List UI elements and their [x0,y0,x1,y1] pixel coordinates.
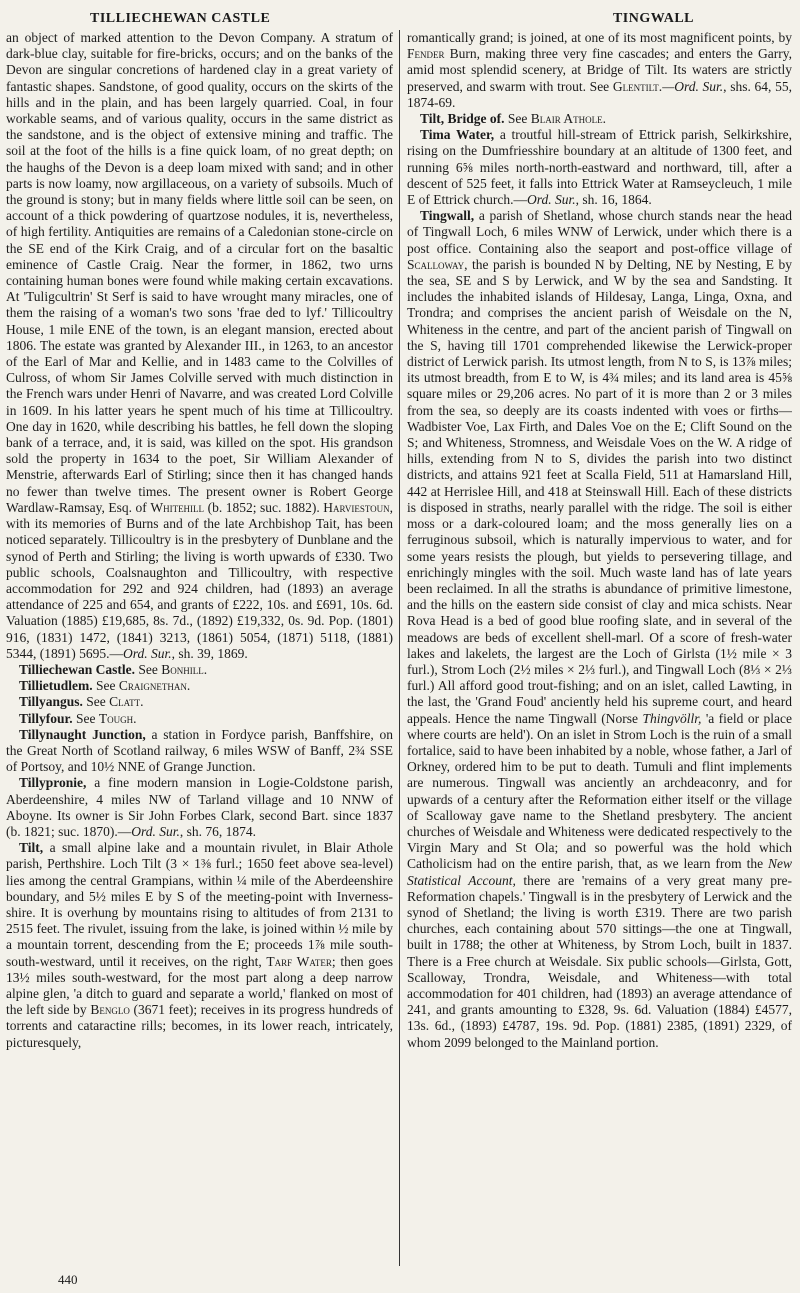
entry-text: a station in Fordyce parish, Banffshire, on the Great North of Scotland railway, 6 miles WSW of Banff, 2¾ SSE of Portsoy, and 10½ NNE of Grange Junction. [6,726,393,775]
entry-text: a small alpine lake and a mountain rivulet, in Blair Athole parish, Perthshire. Loch Tilt (3 × 1⅜ furl.; 1650 feet above sea-level) lies among the central Grampians, within ¼ mile of the Aberdeenshire boundary, and 5½ miles E by S of the meeting-point with Inverness-shire. It is overhung by mountains rising to altitudes of from 2131 to 2515 feet. The rivulet, issuing from the lake, is joined within ½ mile by a mountain torrent, descending from the E; proceeds 1⅞ mile south-south-westward, until it receives, on the right, [6,840,394,969]
entry-headword: Tillypronie, [19,775,87,791]
cross-reference: Tough. [98,710,137,726]
cross-reference: Fender [407,46,445,62]
two-column-body [6,30,794,1266]
publication-title: New Statistical Account, [407,856,792,888]
cross-reference: Glentilt. [612,78,663,94]
cross-reference: Whitehill [150,499,205,515]
cross-reference: Scalloway, [407,256,468,272]
see-word: See [507,111,528,127]
entry-headword: Tillyangus. [19,694,83,710]
entry-text: (3671 feet); receives in its progress hundreds of torrents and cataractine rills; becomes, in its lower reach, intricately, picturesquely, [6,1002,393,1050]
cross-reference: Bonhill. [161,661,208,677]
entry-text: the parish is bounded N by Delting, NE by Nesting, E by the sea, SE and S by Lerwick, and W by the sea and Sandsting. It includes the inhabited islands of Hildesay, Langa, Linga, Oxna, and Trondra; and comprises the ancient parish of Weisdale on the N, Whiteness in the centre, and part of the ancient parish of Tingwall on the S, having till 1701 comprehended likewise the Lerwick-proper district of Lerwick parish. Its utmost length, from N to S, is 13⅞ miles; its utmost breadth, from E to W, is 4¾ miles; and its land area is 45⅝ square miles or 29,206 acres. No part of it is more than 2 or 3 miles from the sea, so deeply are its coasts indented with voes or firths—Wadbister Voe, Lax Firth, and Dales Voe on the E; Clift Sound on the S; and Whiteness, Stromness, and Weisdale Voes on the W. A ridge of hills, extending from N to S, divides the parish into two distinct districts, and attains 921 feet at Scalla Field, 511 at Hamarsland Hill, 442 at Herrislee Hill, and 418 at Steinswall Hill. Each of these districts is disposed in straths, nearly parallel with the ridge. The soil is either moss or a dark-coloured loam; and the moss generally lies on a ferruginous subsoil, which is naturally impervious to water, and for some years resists the plough, but yields to persevering tillage, and enrichingly mingles with the soil. Much waste land has of late years been reclaimed. In all the straths is abundance of primitive limestone, and the hills on the eastern side consist of clay and mica schists. Near Rova Head is a bed of good blue roofing slate, and in several of the meadows are beds of excellent shell-marl. Of a score of fresh-water lakes and lakelets, the largest are the Loch of Girlsta (1½ mile × 3 furl.), Strom Loch (2½ miles × 2⅓ furl.), and Tingwall Loch (8⅓ × 2⅓ furl.) All afford good trout-fishing; and on an islet, called Lawting, in the last, the 'Grand Foud' anciently held his supreme court, and heard appeals. Hence the name Tingwall (Norse [407,256,792,726]
entry-tillyangus [6,694,393,710]
cross-reference: Craignethan. [118,678,191,694]
see-word: See [76,710,96,726]
cross-reference: Harviestoun, [323,499,394,515]
tilt-continuation [407,30,792,111]
cross-reference: Benglo [90,1002,130,1018]
norse-term: Thingvöllr, [642,710,702,726]
entry-text: 'a field or place where courts are held'). On an islet in Strom Loch is the ruin of a small fortalice, said to have been inhabited by a noble, whose father, a Jarl of Orkney, ordered him to be put to death. Tumuli and flint implements are numerous. Tingwall was anciently an archdeaconry, and for upwards of a century after the Reformation either itself or the village of Scalloway gave name to the Shetland presbytery. The ancient churches of Weisdale and Whiteness were dedicated respectively to the Virgin Mary and St Ola; and so powerful was the hold which Catholicism had on the entire parish, that, as we learn from the [407,710,792,872]
entry-headword: Tima Water, [420,127,495,143]
text-run: , sh. 16, 1864. [575,192,652,208]
entry-tilt [6,840,393,1051]
ordnance-survey-ref: Ord. Sur. [123,645,172,661]
cross-reference: Tarf Water; [266,953,336,969]
entry-text: there are 'remains of a very great many pre-Reformation chapels.' Tingwall is in the presbytery of Lerwick and the synod of Shetland; the living is worth £319. There are two parish churches, each containing about 570 sittings—the one at Tingwall, built in 1788; the other at Whiteness, by Strom Loch, built in 1837. There is a Free church at Weisdale. Six public schools—Girlsta, Gott, Scalloway, Trondra, Weisdale, and Whiteness—with total accommodation for 401 children, had (1893) an average attendance of 241, and grants amounting to £328, 9s. 6d. Valuation (1884) £4577, 13s. 6d., (1893) £4787, 19s. 9d. Pop. (1881) 2385, (1891) 2329, of whom 2099 belonged to the Mainland portion. [407,872,792,1050]
running-head-left: TILLIECHEWAN CASTLE [90,11,271,26]
running-head-right: TINGWALL [612,11,694,26]
left-column [6,30,399,1266]
entry-text: a troutful hill-stream of Ettrick parish, Selkirkshire, rising on the Dumfriesshire boundary at an altitude of 1300 feet, and running 6⅝ miles north-north-eastward and northward, till, after a descent of 525 feet, it falls into Ettrick Water at Ramseycleuch, 1 mile E of Ettrick church.— [407,127,792,208]
entry-headword: Tillyfour. [19,710,73,726]
entry-tillyfour [6,711,393,727]
entry-tillietudlem [6,678,393,694]
running-head [6,8,794,30]
ordnance-survey-ref: Ord. Sur. [131,823,180,839]
text-run: romantically grand; is joined, at one of its most magnificent points, by [407,30,792,45]
cross-reference: Blair Athole. [530,111,607,127]
page-number: 440 [58,1272,78,1287]
text-run: , sh. 76, 1874. [179,823,257,839]
see-word: See [138,661,158,677]
see-word: See [86,694,106,710]
entry-headword: Tilliechewan Castle. [19,661,135,677]
entry-text: a parish of Shetland, whose church stands near the head of Tingwall Loch, 6 miles WNW of Lerwick, under which there is a post office. Containing also the seaport and post-office village of [407,208,792,256]
text-run: an object of marked attention to the Devon Company. A stratum of dark-blue clay, suitable for fire-bricks, occurs; and on the banks of the Devon are singular concretions of hardened clay in a great variety of fantastic shapes. Sandstone, of good quality, occurs on the skirts of the hills and in the plain, and has been largely quarried. Coal, in four workable seams, and of various quality, occurs in the same district as the sandstone, and is the object of extensive mining and traffic. The soil at the foot of the hills is a fine quick loam, of no great depth; on the haughs of the Devon is a deep loam mixed with sand; and in other parts is now loamy, now argillaceous, on a variety of subsoils. Much of the ground is stony; but in many fields where little soil can be seen, on account of a thick powdering of quartzose nodules, it is, nevertheless, of high fertility. Antiquities are remains of a Caledonian stone-circle on the SE end of the Kirk Craig, and of a circular fort on the basaltic eminence of Castle Craig. Near the former, in 1862, two urns containing human bones were found while making certain excavations. At 'Tuligcultrin' St Serf is said to have wrought many miracles, one of them the raising of a woman's two sons 'frae ded to lyf.' Tillicoultry House, 1 mile ENE of the town, is an elegant mansion, erected about 1806. The estate was granted by Alexander III., in 1263, to an ancestor of the Earl of Mar and Kellie, and in 1483 came to the Colvilles of Culross, of whom Sir James Colville served with much distinction in the French wars under Henri of Navarre, and was created Lord Colville in 1609. In his latter years he spent much of his time at Tillicoultry. One day in 1620, while describing his battles, he fell down the sloping bank of a terrace, and, it is said, was killed on the spot. His grandson sold the property in 1634 to the poet, Sir William Alexander of Menstrie, afterwards Earl of Stirling; since then it has changed hands no fewer than twelve times. The present owner is Robert George Wardlaw-Ramsay, Esq. of [6,30,393,515]
ordnance-survey-ref: Ord. Sur. [526,192,576,208]
entry-tilliechewan-castle [6,662,393,678]
ordnance-survey-ref: —Ord. Sur. [662,78,724,94]
text-run: , shs. 64, 55, 1874-69. [407,78,792,110]
entry-tilt-bridge-of [407,111,792,127]
text-run: (b. 1852; suc. 1882). [207,499,320,515]
entry-headword: Tillynaught Junction, [19,726,146,742]
see-word: See [96,678,116,694]
entry-text: then goes 13½ miles south-westward, for the most part along a deep narrow alpine glen, 'a ditch to guard and separate a world,' flanked on most of the left side by [6,953,394,1018]
entry-tillynaught-junction [6,727,393,776]
entry-tillypronie [6,775,393,840]
entry-tingwall [407,208,792,1051]
entry-tima-water [407,127,792,208]
right-column [399,30,792,1266]
cross-reference: Clatt. [109,694,144,710]
entry-headword: Tilt, [19,840,44,856]
text-run: Burn, making three very fine cascades; and enters the Garry, amid most splendid scenery, at Bridge of Tilt. Its waters are strictly preserved, and swarm with trout. See [407,46,792,94]
entry-headword: Tilt, Bridge of. [420,111,505,127]
entry-headword: Tillietudlem. [19,678,93,694]
entry-text: a fine modern mansion in Logie-Coldstone parish, Aberdeenshire, 4 miles NW of Tarland village and 10 NNW of Aboyne. Its owner is Sir John Forbes Clark, second Bart. since 1837 (b. 1821; suc. 1870).— [6,775,393,839]
entry-headword: Tingwall, [420,208,475,224]
text-run: with its memories of Burns and of the late Archbishop Tait, has been noticed separately. Tillicoultry is in the presbytery of Dunblane and the synod of Perth and Stirling; the living is worth upwards of £330. Two public schools, Coalsnaughton and Tillicoultry, with respective accommodation for 292 and 924 children, had (1893) an average attendance of 225 and 654, and grants of £222, 10s. and £691, 10s. 6d. Valuation (1885) £19,685, 8s. 7d., (1892) £19,332, 0s. 9d. Pop. (1801) 916, (1831) 1472, (1841) 3213, (1861) 5054, (1871) 5118, (1881) 5344, (1891) 5695.— [6,516,393,661]
text-run: , sh. 39, 1869. [171,645,248,661]
tillicoultry-continuation [6,30,393,662]
